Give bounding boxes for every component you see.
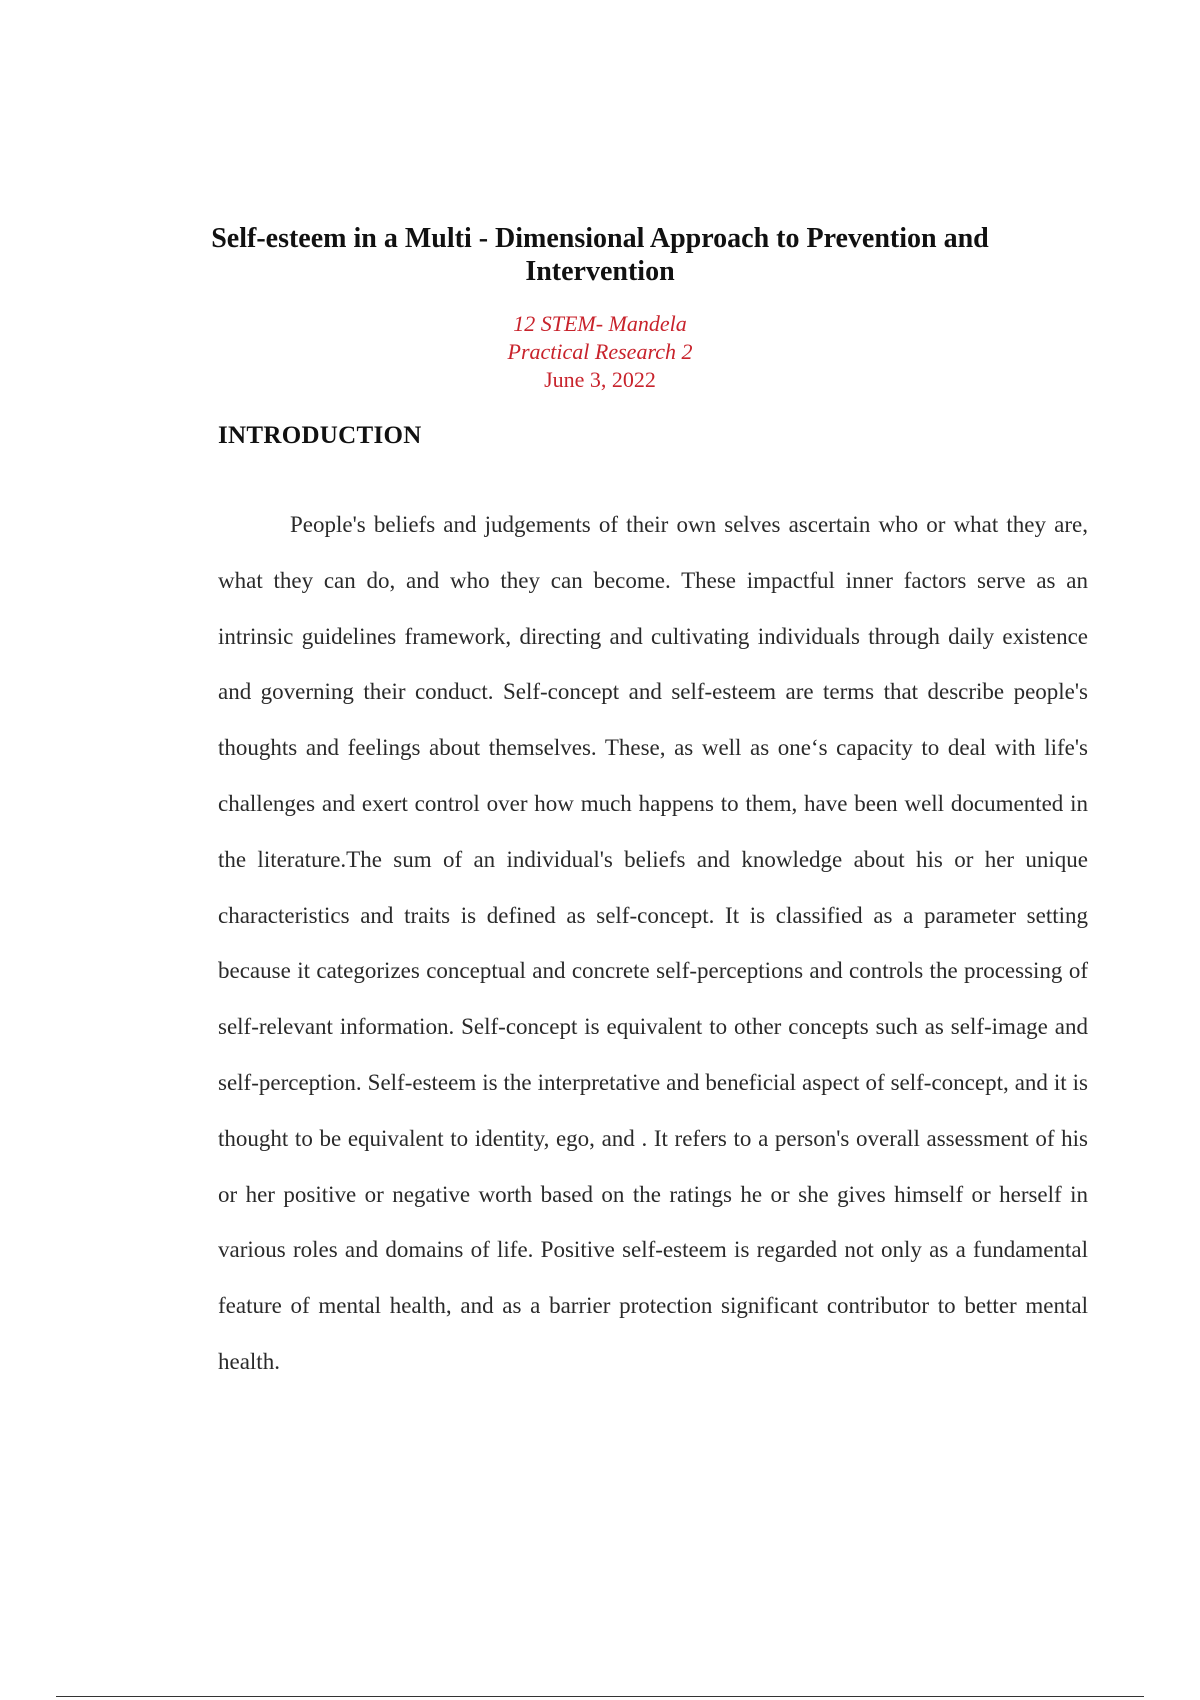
course-label: Practical Research 2	[507, 339, 693, 364]
document-meta	[300, 310, 900, 394]
date-label: June 3, 2022	[544, 367, 656, 392]
section-label: 12 STEM- Mandela	[513, 311, 687, 336]
body-paragraph: People's beliefs and judgements of their own selves ascertain who or what they are, what they can do, and who they can become. These impactful inner factors serve as an intrinsic guidelines framework, directing and cultivating individuals through daily existence and governing their conduct. Self-concept and self-esteem are terms that describe people's thoughts and feelings about themselves. These, as well as one‘s capacity to deal with life's challenges and exert control over how much happens to them, have been well documented in the literature.The sum of an individual's beliefs and knowledge about his or her unique characteristics and traits is defined as self-concept. It is classified as a parameter setting because it categorizes conceptual and concrete self-perceptions and controls the processing of self-relevant information. Self-concept is equivalent to other concepts such as self-image and self-perception. Self-esteem is the interpretative and beneficial aspect of self-concept, and it is thought to be equivalent to identity, ego, and . It refers to a person's overall assessment of his or her positive or negative worth based on the ratings he or she gives himself or herself in various roles and domains of life. Positive self-esteem is regarded not only as a fundamental feature of mental health, and as a barrier protection significant contributor to better mental health.	[218, 512, 1088, 1374]
document-title: Self-esteem in a Multi - Dimensional Approach to Prevention and Intervention	[211, 223, 989, 287]
footer-divider	[56, 1696, 1144, 1697]
section-heading: INTRODUCTION	[218, 422, 422, 449]
